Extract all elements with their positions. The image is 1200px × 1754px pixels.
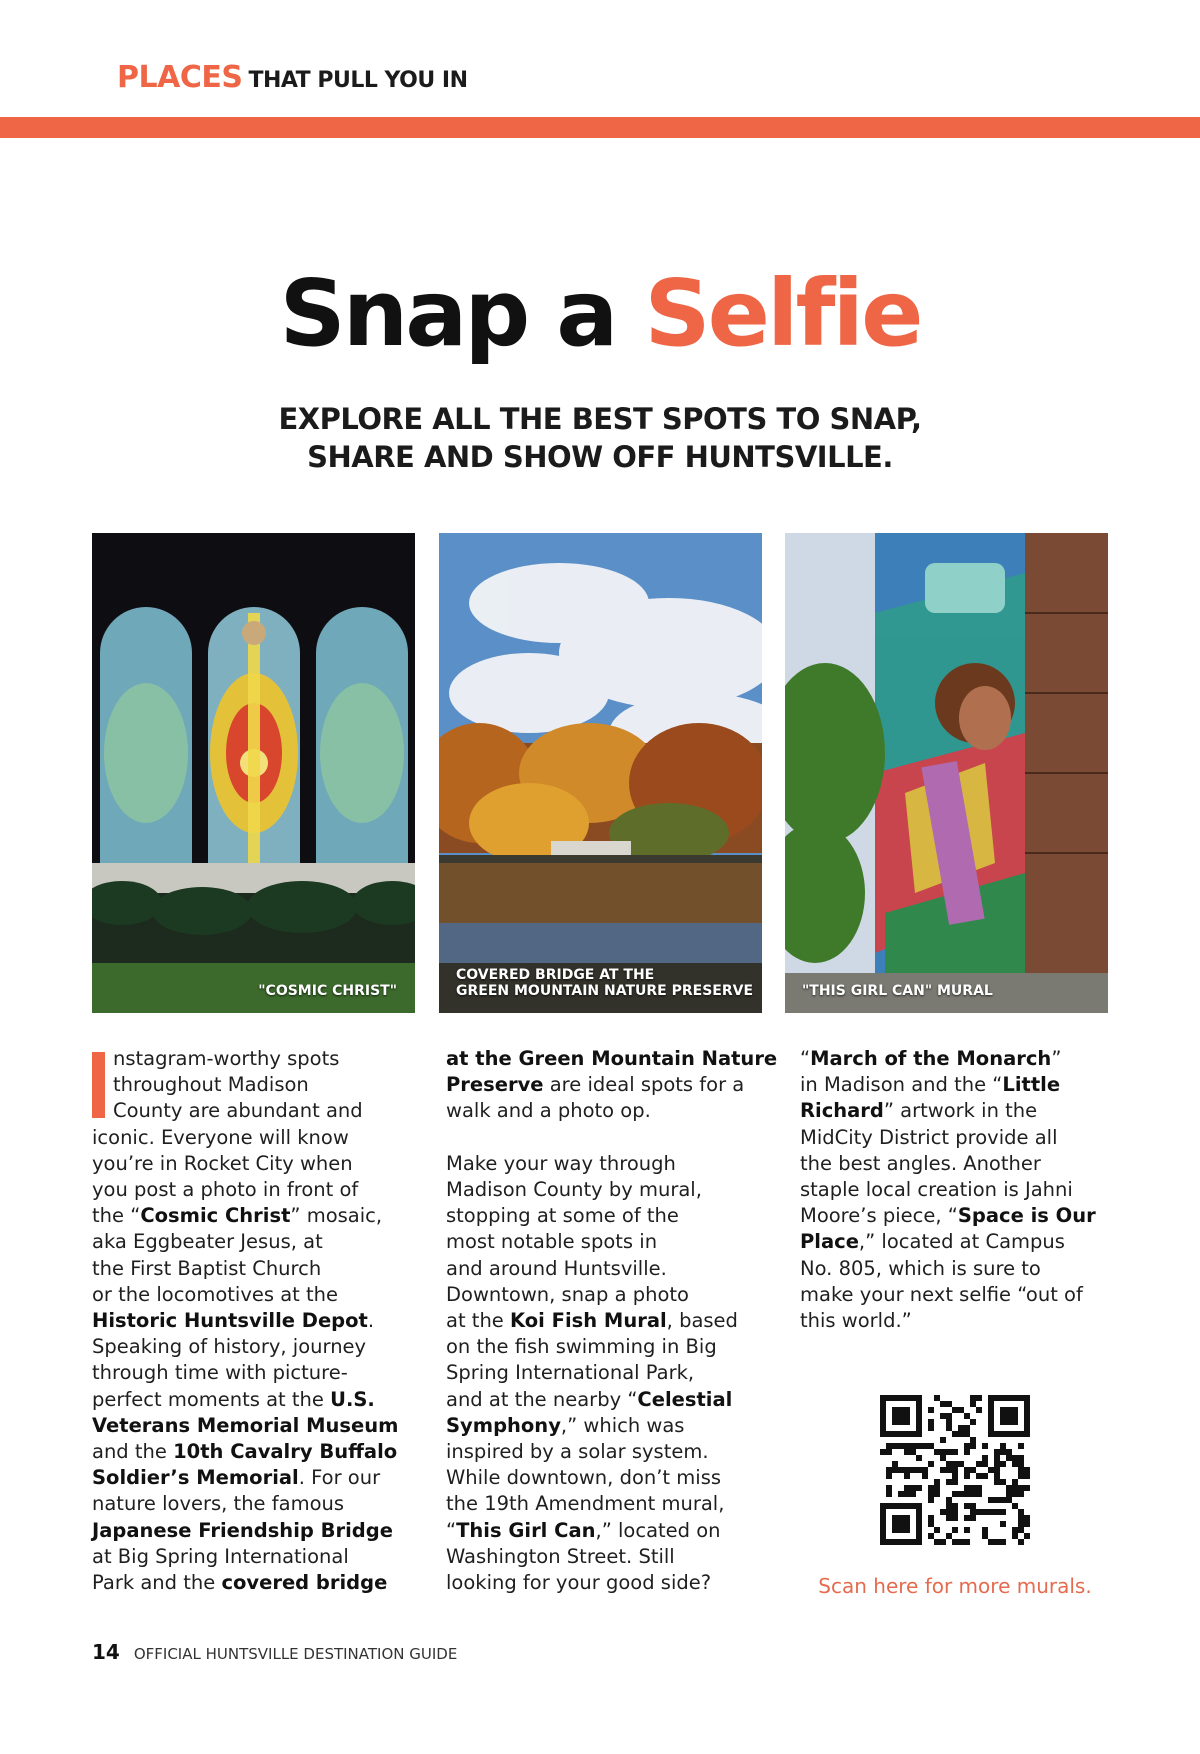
text-line [92,1491,422,1517]
text-span: . For our [298,1466,381,1490]
text-line [446,1177,776,1203]
bold-text: Richard [800,1099,884,1123]
section-label-rest: THAT PULL YOU IN [248,68,468,93]
text-line [446,1387,776,1413]
text-span: and the [92,1440,174,1464]
text-line [446,1413,776,1439]
cosmic-christ-image [92,533,415,1013]
article-column-2 [446,1046,776,1596]
text-line [446,1308,776,1334]
text-line [446,1518,776,1544]
text-span: looking for your good side? [446,1571,712,1595]
text-span: nstagram-worthy spots [113,1047,340,1070]
text-span: “ [446,1518,457,1542]
header-rule [0,117,1200,138]
text-line [800,1098,1130,1124]
text-line [446,1570,776,1596]
bold-text: Soldier’s Memorial [92,1466,299,1490]
text-line [92,1282,422,1308]
text-line [446,1072,776,1098]
text-span: staple local creation is Jahni [800,1178,1073,1202]
text-line [92,1125,422,1151]
bold-text: Koi Fish Mural [510,1309,667,1333]
this-girl-can-image [785,533,1108,1013]
text-line [92,1308,422,1334]
bold-text: Celestial [637,1387,733,1411]
text-line [800,1229,1130,1255]
bold-text: Little [1002,1073,1061,1097]
text-line [800,1177,1130,1203]
text-span: Moore’s piece, “ [800,1204,958,1228]
text-span: in Madison and the “ [800,1073,1003,1097]
text-span: ” mosaic, [290,1204,383,1228]
text-span: on the fish swimming in Big [446,1335,717,1359]
text-line [92,1203,422,1229]
text-span: make your next selfie “out of [800,1282,1083,1306]
text-span: the First Baptist Church [92,1256,322,1280]
qr-caption: Scan here for more murals. [818,1574,1092,1598]
page-subtitle [0,400,1200,476]
text-line [446,1282,776,1308]
text-line [92,1334,422,1360]
bold-text: Japanese Friendship Bridge [92,1518,393,1542]
text-span: ” [1051,1047,1062,1070]
photo-caption-line1: COVERED BRIDGE AT THE [456,967,655,983]
photo-caption-this-girl-can: "THIS GIRL CAN" MURAL [802,983,993,999]
text-span: iconic. Everyone will know [92,1125,349,1149]
bold-text: at the Green Mountain Nature [446,1047,778,1070]
text-line [92,1465,422,1491]
text-line [446,1439,776,1465]
section-label [117,60,468,95]
bold-text: Veterans Memorial Museum [92,1413,399,1437]
text-span: ,” located at Campus [858,1230,1065,1254]
bold-text: This Girl Can [456,1518,596,1542]
text-span: through time with picture- [92,1361,348,1385]
text-line [446,1256,776,1282]
text-span: Make your way through [446,1151,676,1175]
text-span: inspired by a solar system. [446,1440,709,1464]
text-line [800,1125,1130,1151]
photo-caption-covered-bridge [456,967,753,999]
bold-text: covered bridge [221,1571,388,1595]
text-span: “ [800,1047,811,1070]
text-line [446,1151,776,1177]
bold-text: Place [800,1230,859,1254]
bold-text: Space is Our [957,1204,1096,1228]
text-line [800,1256,1130,1282]
text-span: ,” which was [560,1413,685,1437]
text-line [800,1072,1130,1098]
text-line [446,1098,776,1124]
photo-covered-bridge [439,533,762,1013]
text-line [446,1491,776,1517]
text-span: County are abundant and [113,1099,363,1123]
photo-caption-cosmic-christ: "COSMIC CHRIST" [258,983,397,999]
article-column-1 [92,1046,422,1596]
text-line [446,1203,776,1229]
text-span: While downtown, don’t miss [446,1466,722,1490]
text-line [92,1098,422,1124]
qr-code-icon[interactable] [880,1395,1030,1545]
text-span: No. 805, which is sure to [800,1256,1041,1280]
text-span: throughout Madison [113,1073,309,1097]
page-number: 14 [92,1640,120,1664]
text-span: stopping at some of the [446,1204,679,1228]
text-line [92,1544,422,1570]
text-line [446,1334,776,1360]
bold-text: Symphony [446,1413,561,1437]
text-span: the 19th Amendment mural, [446,1492,725,1516]
text-span: nature lovers, the famous [92,1492,345,1516]
text-line [446,1229,776,1255]
photo-caption-line2: GREEN MOUNTAIN NATURE PRESERVE [456,983,754,999]
text-line [446,1544,776,1570]
text-line [800,1151,1130,1177]
text-line [92,1072,422,1098]
text-span: Washington Street. Still [446,1544,675,1568]
title-part1: Snap a [279,260,616,367]
text-span: and around Huntsville. [446,1256,667,1280]
text-line [92,1570,422,1596]
text-span: this world.” [800,1309,912,1333]
text-line [446,1465,776,1491]
photo-cosmic-christ [92,533,415,1013]
text-span: aka Eggbeater Jesus, at [92,1230,323,1254]
text-line [92,1413,422,1439]
text-span: the “ [92,1204,141,1228]
text-span: , based [666,1309,738,1333]
text-line [92,1256,422,1282]
photo-this-girl-can [785,533,1108,1013]
text-line [92,1229,422,1255]
bold-text: Preserve [446,1073,544,1097]
text-line [92,1151,422,1177]
text-line [800,1282,1130,1308]
text-span: Park and the [92,1571,222,1595]
text-line [92,1046,422,1072]
bold-text: U.S. [330,1387,375,1411]
text-span: Spring International Park, [446,1361,695,1385]
text-span: ” artwork in the [883,1099,1038,1123]
text-span: Speaking of history, journey [92,1335,367,1359]
text-span: and at the nearby “ [446,1387,638,1411]
text-span: you post a photo in front of [92,1178,359,1202]
text-line [92,1177,422,1203]
text-line [92,1439,422,1465]
covered-bridge-image [439,533,762,1013]
title-part2: Selfie [644,260,921,367]
text-span: or the locomotives at the [92,1282,339,1306]
subtitle-line1: EXPLORE ALL THE BEST SPOTS TO SNAP, [278,402,922,436]
bold-text: Cosmic Christ [140,1204,291,1228]
text-line [92,1360,422,1386]
section-label-accent: PLACES [117,60,243,95]
text-span: walk and a photo op. [446,1099,651,1123]
text-line [800,1046,1130,1072]
text-span: perfect moments at the [92,1387,331,1411]
text-span: the best angles. Another [800,1151,1041,1175]
article-column-3 [800,1046,1130,1334]
text-line [800,1308,1130,1334]
footer-text: OFFICIAL HUNTSVILLE DESTINATION GUIDE [133,1645,458,1663]
text-span: at the [446,1309,510,1333]
text-line [446,1125,776,1151]
text-span: are ideal spots for a [543,1073,745,1097]
text-line [92,1518,422,1544]
subtitle-line2: SHARE AND SHOW OFF HUNTSVILLE. [307,440,893,474]
text-span: most notable spots in [446,1230,658,1254]
text-span: Downtown, snap a photo [446,1282,689,1306]
text-span: Madison County by mural, [446,1178,702,1201]
text-span: ,” located on [595,1518,721,1542]
text-span: at Big Spring International [92,1544,349,1568]
text-span: MidCity District provide all [800,1125,1058,1149]
text-line [446,1360,776,1386]
page-title [0,260,1200,367]
bold-text: 10th Cavalry Buffalo [173,1440,398,1464]
bold-text: March of the Monarch [810,1047,1052,1070]
text-line [92,1387,422,1413]
text-line [800,1203,1130,1229]
page-footer [92,1640,457,1664]
text-line [446,1046,776,1072]
text-span: . [367,1309,375,1333]
text-span: you’re in Rocket City when [92,1151,353,1175]
bold-text: Historic Huntsville Depot [92,1309,368,1333]
